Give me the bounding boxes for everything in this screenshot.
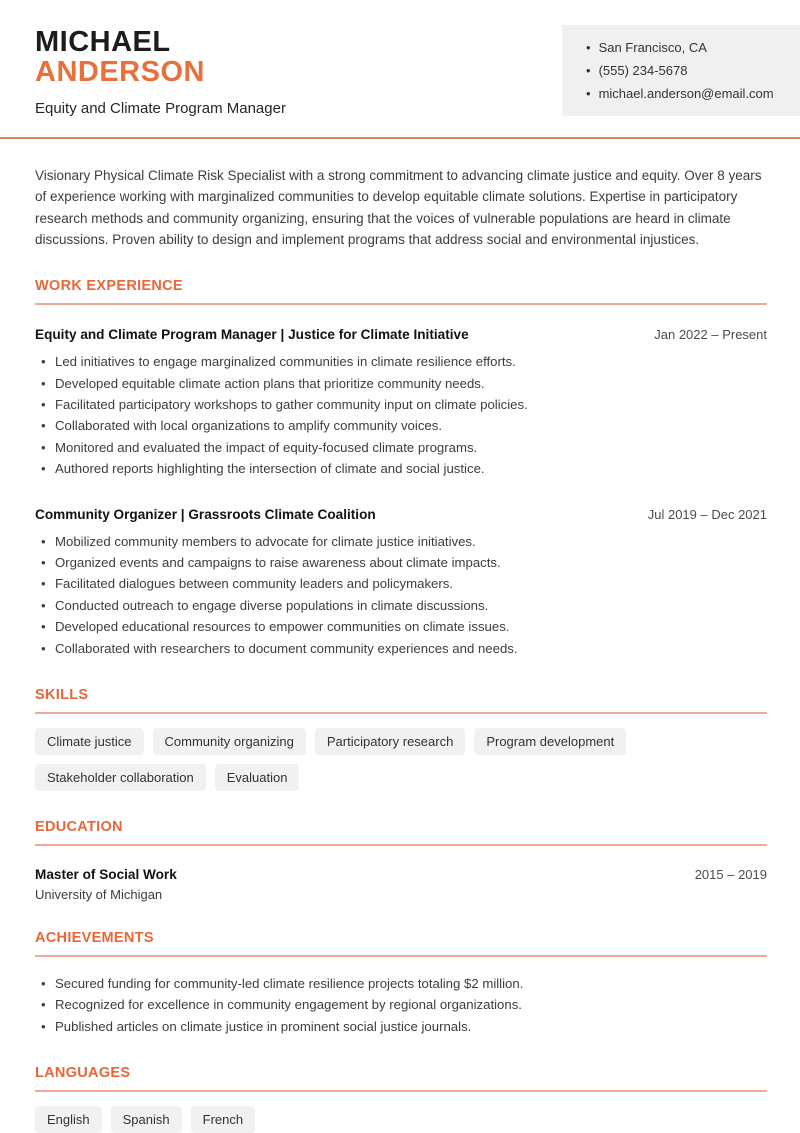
job-bullet-list bbox=[35, 531, 767, 659]
section-divider bbox=[35, 844, 767, 846]
section-skills bbox=[35, 687, 767, 791]
bullet-item: • Collaborated with local organizations to amplify community voices. bbox=[35, 415, 767, 436]
education-header bbox=[35, 867, 767, 882]
skill-chip: Community organizing bbox=[153, 728, 306, 755]
bullet-icon: • bbox=[586, 63, 591, 78]
bullet-item: • Secured funding for community-led climate resilience projects totaling $2 million. bbox=[35, 973, 767, 994]
bullet-item: • Conducted outreach to engage diverse populations in climate discussions. bbox=[35, 595, 767, 616]
contact-location-text: San Francisco, CA bbox=[598, 40, 707, 55]
job-role: Equity and Climate Program Manager | Justice for Climate Initiative bbox=[35, 327, 469, 343]
bullet-item: • Collaborated with researchers to document community experiences and needs. bbox=[35, 638, 767, 659]
last-name: ANDERSON bbox=[35, 56, 205, 88]
language-chip: French bbox=[191, 1106, 255, 1133]
first-name: MICHAEL bbox=[35, 26, 171, 58]
job-role: Community Organizer | Grassroots Climate Coalition bbox=[35, 506, 376, 522]
bullet-item: • Published articles on climate justice in prominent social justice journals. bbox=[35, 1016, 767, 1037]
languages-chip-list bbox=[35, 1106, 767, 1133]
job-entry bbox=[35, 507, 767, 659]
section-languages bbox=[35, 1065, 767, 1133]
section-title-skills: SKILLS bbox=[35, 687, 89, 704]
skill-chip: Evaluation bbox=[215, 764, 300, 791]
education-entry bbox=[35, 867, 767, 902]
job-header bbox=[35, 327, 767, 342]
language-chip: English bbox=[35, 1106, 102, 1133]
contact-phone bbox=[586, 59, 790, 82]
language-chip: Spanish bbox=[111, 1106, 182, 1133]
bullet-item: • Authored reports highlighting the intersection of climate and social justice. bbox=[35, 458, 767, 479]
job-header bbox=[35, 507, 767, 522]
section-achievements bbox=[35, 930, 767, 1037]
skill-chip: Program development bbox=[474, 728, 626, 755]
degree-name: Master of Social Work bbox=[35, 867, 177, 883]
resume-body bbox=[0, 165, 800, 1133]
job-entry bbox=[35, 327, 767, 479]
bullet-icon: • bbox=[586, 86, 591, 101]
school-name: University of Michigan bbox=[35, 887, 163, 903]
job-dates: Jul 2019 – Dec 2021 bbox=[647, 506, 767, 522]
section-title-work: WORK EXPERIENCE bbox=[35, 278, 183, 295]
section-education bbox=[35, 819, 767, 902]
bullet-item: • Recognized for excellence in community engagement by regional organizations. bbox=[35, 994, 767, 1015]
section-title-achievements: ACHIEVEMENTS bbox=[35, 930, 154, 947]
skill-chip: Stakeholder collaboration bbox=[35, 764, 206, 791]
headline-job-title: Equity and Climate Program Manager bbox=[35, 100, 286, 117]
bullet-item: • Mobilized community members to advocate for climate justice initiatives. bbox=[35, 531, 767, 552]
summary-paragraph: Visionary Physical Climate Risk Specialist with a strong commitment to advancing climate justice and equity. Over 8 years of experience working with marginalized communities to develop equitable climate solutions. Expertise in participatory research methods and community organizing, ensuring that the voices of vulnerable populations are heard in climate discussions. Proven ability to design and implement programs that address social and environmental injustices. bbox=[35, 168, 762, 247]
section-divider bbox=[35, 1090, 767, 1092]
skill-chip: Climate justice bbox=[35, 728, 144, 755]
bullet-item: • Facilitated dialogues between community leaders and policymakers. bbox=[35, 573, 767, 594]
section-title-languages: LANGUAGES bbox=[35, 1065, 131, 1082]
skill-chip: Participatory research bbox=[315, 728, 465, 755]
job-bullet-list bbox=[35, 351, 767, 479]
section-title-education: EDUCATION bbox=[35, 819, 123, 836]
section-divider bbox=[35, 955, 767, 957]
contact-card bbox=[562, 25, 800, 116]
section-work-experience bbox=[35, 278, 767, 659]
bullet-item: • Developed equitable climate action plans that prioritize community needs. bbox=[35, 373, 767, 394]
bullet-item: • Developed educational resources to empower communities on climate issues. bbox=[35, 616, 767, 637]
resume-header bbox=[0, 0, 800, 139]
bullet-item: • Facilitated participatory workshops to gather community input on climate policies. bbox=[35, 394, 767, 415]
contact-phone-text: (555) 234-5678 bbox=[598, 63, 688, 78]
job-dates: Jan 2022 – Present bbox=[654, 327, 767, 343]
bullet-item: • Monitored and evaluated the impact of equity-focused climate programs. bbox=[35, 437, 767, 458]
contact-email bbox=[586, 82, 790, 105]
skills-chip-list bbox=[35, 728, 767, 791]
contact-location bbox=[586, 36, 790, 59]
achievements-list bbox=[35, 973, 767, 1037]
bullet-item: • Organized events and campaigns to raise awareness about climate impacts. bbox=[35, 552, 767, 573]
section-divider bbox=[35, 712, 767, 714]
bullet-icon: • bbox=[586, 40, 591, 55]
contact-email-text: michael.anderson@email.com bbox=[598, 86, 774, 101]
section-divider bbox=[35, 303, 767, 305]
education-dates: 2015 – 2019 bbox=[694, 867, 767, 883]
bullet-item: • Led initiatives to engage marginalized communities in climate resilience efforts. bbox=[35, 351, 767, 372]
